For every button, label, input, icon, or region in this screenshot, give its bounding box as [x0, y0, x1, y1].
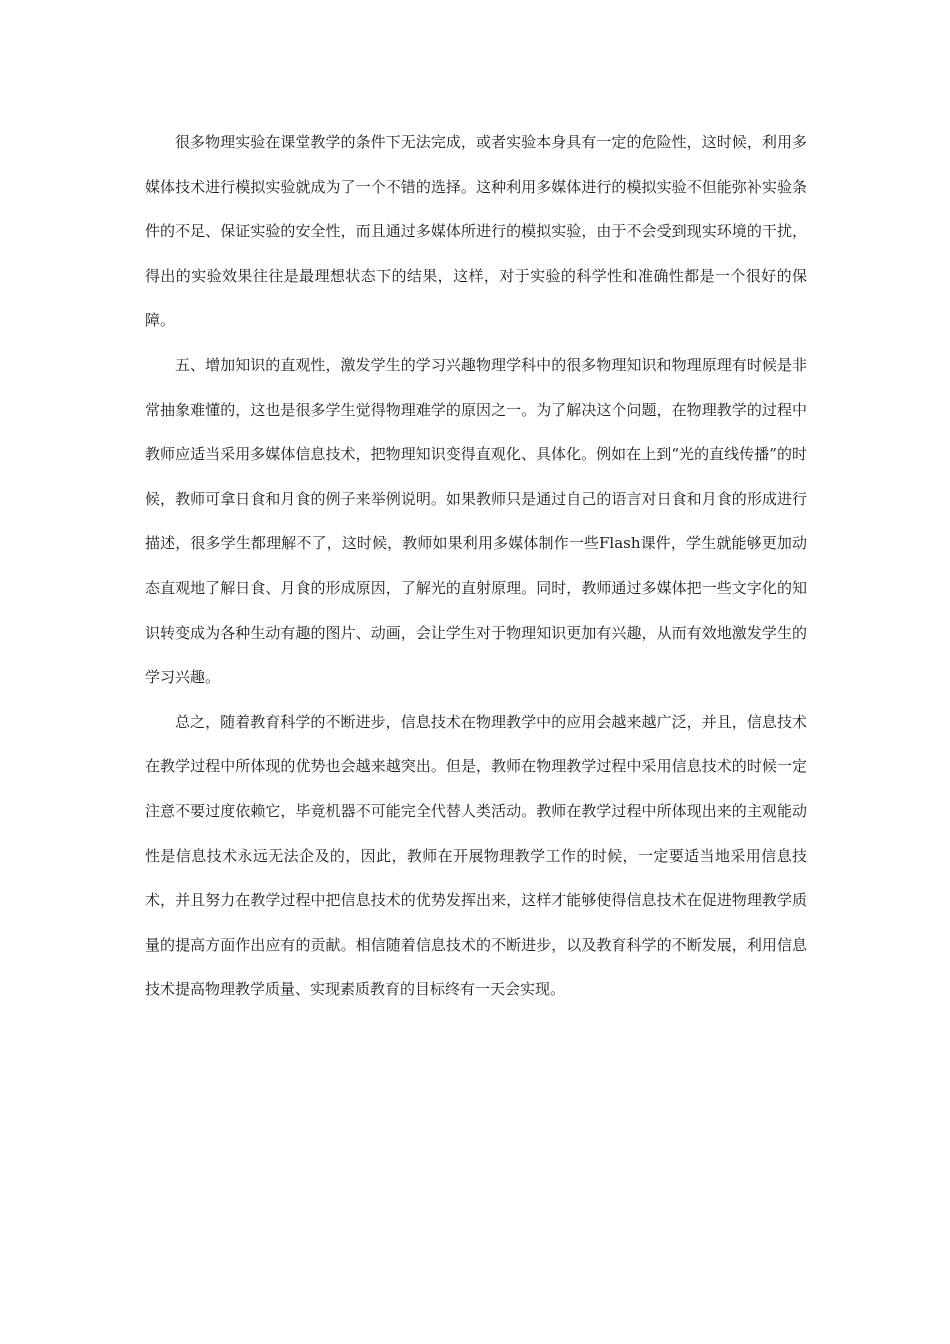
paragraph-conclusion: 总之，随着教育科学的不断进步，信息技术在物理教学中的应用会越来越广泛，并且，信息技术在教学过程中所体现的优势也会越来越突出。但是，教师在物理教学过程中采用信息技术的时候一定注意不要过度依赖它，毕竟机器不可能完全代替人类活动。教师在教学过程中所体现出来的主观能动性是信息技术永远无法企及的，因此，教师在开展物理教学工作的时候，一定要适当地采用信息技术，并且努力在教学过程中把信息技术的优势发挥出来，这样才能够使得信息技术在促进物理教学质量的提高方面作出应有的贡献。相信随着信息技术的不断进步，以及教育科学的不断发展，利用信息技术提高物理教学质量、实现素质教育的目标终有一天会实现。 — [145, 712, 807, 999]
paragraph-intuitive-knowledge: 五、增加知识的直观性，激发学生的学习兴趣物理学科中的很多物理知识和物理原理有时候是非常抽象难懂的，这也是很多学生觉得物理难学的原因之一。为了解决这个问题，在物理教学的过程中教师应适当采用多媒体信息技术，把物理知识变得直观化、具体化。例如在上到“光的直线传播”的时候，教师可拿日食和月食的例子来举例说明。如果教师只是通过自己的语言对日食和月食的形成进行描述，很多学生都理解不了，这时候，教师如果利用多媒体制作一些Flash课件，学生就能够更加动态直观地了解日食、月食的形成原因，了解光的直射原理。同时，教师通过多媒体把一些文字化的知识转变成为各种生动有趣的图片、动画，会让学生对于物理知识更加有兴趣，从而有效地激发学生的学习兴趣。 — [145, 355, 807, 687]
paragraph-simulation-experiments: 很多物理实验在课堂教学的条件下无法完成，或者实验本身具有一定的危险性，这时候，利用多媒体技术进行模拟实验就成为了一个不错的选择。这种利用多媒体进行的模拟实验不但能弥补实验条件的不足、保证实验的安全性，而且通过多媒体所进行的模拟实验，由于不会受到现实环境的干扰，得出的实验效果往往是最理想状态下的结果，这样，对于实验的科学性和准确性都是一个很好的保障。 — [145, 133, 807, 330]
document-body — [145, 120, 807, 1012]
